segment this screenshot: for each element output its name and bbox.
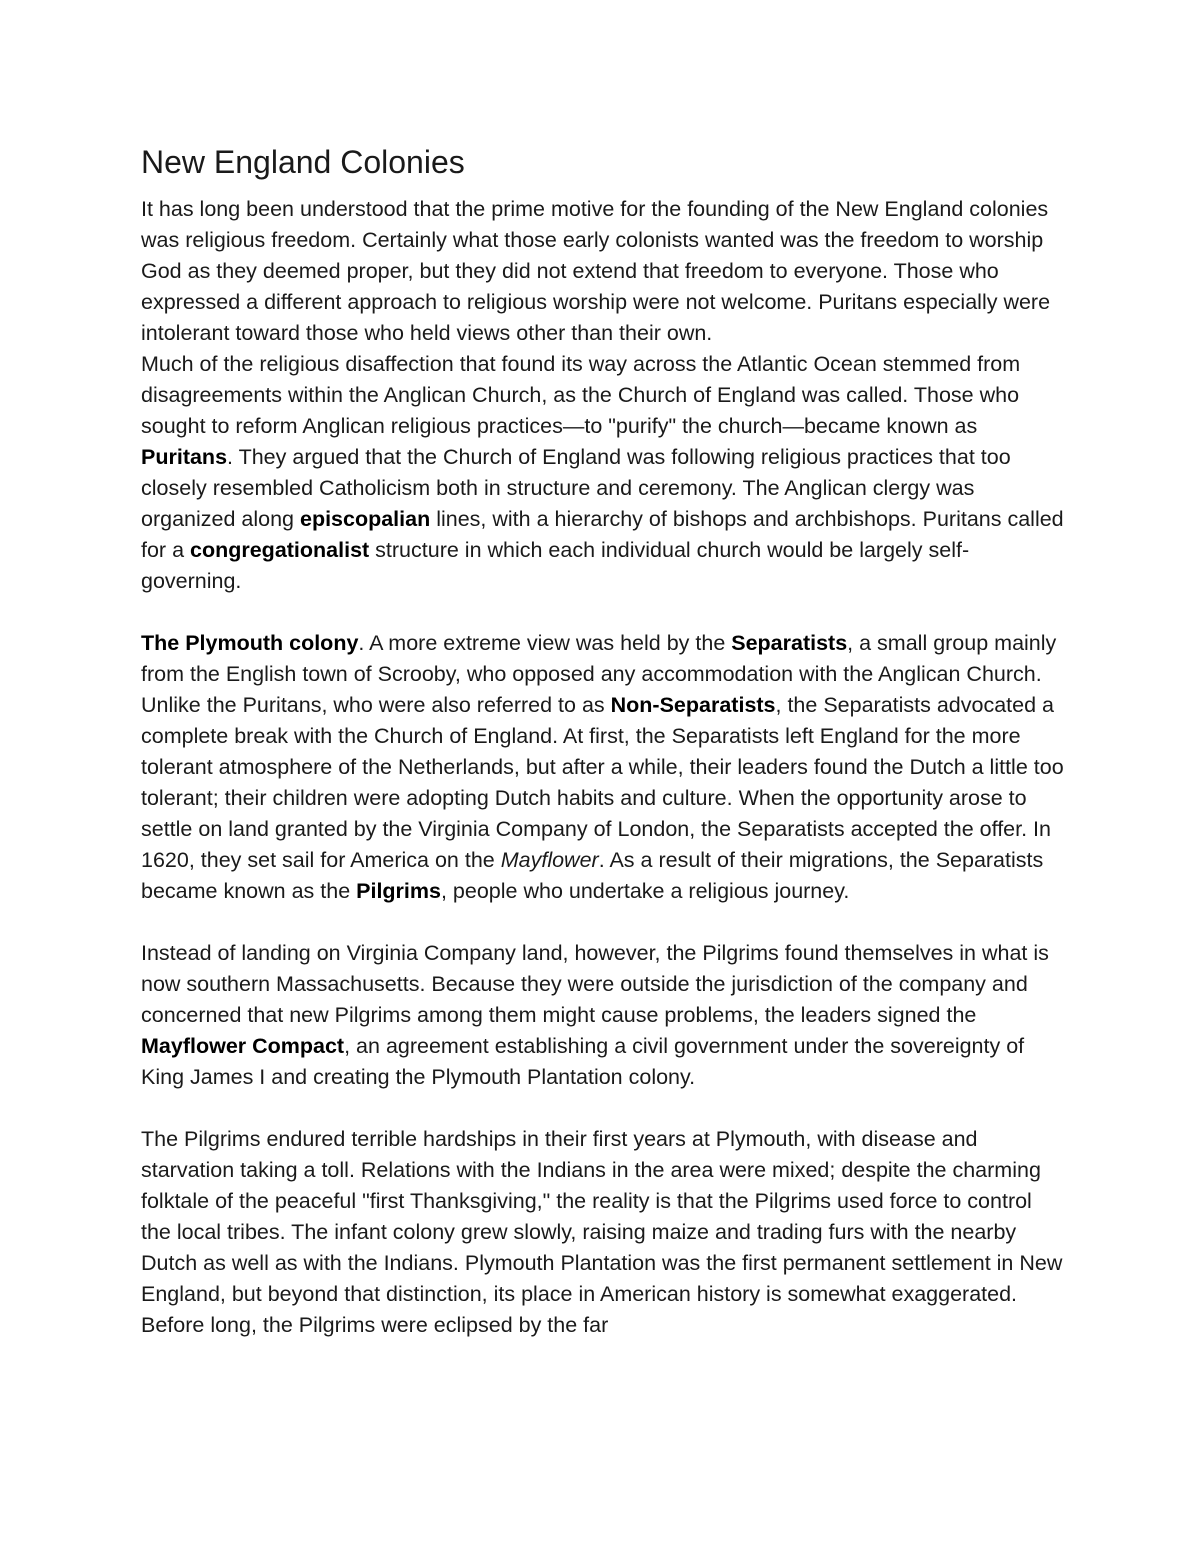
document-body [141,194,1066,1341]
paragraph [141,628,1066,907]
paragraph-spacer [141,1093,1066,1124]
bold-term: Pilgrims [356,879,441,903]
paragraph [141,1124,1066,1341]
text-run: Much of the religious disaffection that found its way across the Atlantic Ocean stemmed from disagreements within the Anglican Church, as the Church of England was called. Those who sought to reform Anglican religious practices—to "purify" the church—became known as [141,352,1021,438]
italic-term: Mayflower [500,848,599,872]
text-run: . As a result of their migrations, the Separatists became known as the [141,848,1044,903]
bold-term: Mayflower Compact [141,1034,345,1058]
text-run: . A more extreme view was held by the [358,631,732,655]
paragraph-spacer [141,597,1066,628]
paragraph [141,194,1066,349]
bold-term: The Plymouth colony [141,631,359,655]
bold-term: Non-Separatists [610,693,776,717]
text-run: lines, with a hierarchy of bishops and archbishops. Puritans called for a [141,507,1064,562]
paragraph-spacer [141,907,1066,938]
bold-term: Puritans [141,445,228,469]
bold-term: Separatists [731,631,848,655]
text-run: . They argued that the Church of England was following religious practices that too closely resembled Catholicism both in structure and ceremony. The Anglican clergy was organized along [141,445,1011,531]
text-run: The Pilgrims endured terrible hardships in their first years at Plymouth, with disease and starvation taking a toll. Relations with the Indians in the area were mixed; despite the charming folktale of the peaceful "first Thanksgiving," the reality is that the Pilgrims used force to control the local tribes. The infant colony grew slowly, raising maize and trading furs with the nearby Dutch as well as with the Indians. Plymouth Plantation was the first permanent settlement in New England, but beyond that distinction, its place in American history is somewhat exaggerated. Before long, the Pilgrims were eclipsed by the far [141,1127,1063,1337]
text-run: structure in which each individual church would be largely self-governing. [141,538,970,593]
document-title: New England Colonies [141,144,465,180]
paragraph [141,938,1066,1093]
paragraph [141,349,1066,597]
text-run: , the Separatists advocated a complete break with the Church of England. At first, the Separatists left England for the more tolerant atmosphere of the Netherlands, but after a while, their leaders found the Dutch a little too tolerant; their children were adopting Dutch habits and culture. When the opportunity arose to settle on land granted by the Virginia Company of London, the Separatists accepted the offer. In 1620, they set sail for America on the [141,693,1064,872]
text-run: , people who undertake a religious journey. [440,879,850,903]
bold-term: congregationalist [190,538,370,562]
document-page [141,142,1066,1341]
text-run: , an agreement establishing a civil government under the sovereignty of King James I and creating the Plymouth Plantation colony. [141,1034,1025,1089]
text-run: , a small group mainly from the English town of Scrooby, who opposed any accommodation with the Anglican Church. Unlike the Puritans, who were also referred to as [141,631,1057,717]
bold-term: episcopalian [299,507,431,531]
text-run: Instead of landing on Virginia Company land, however, the Pilgrims found themselves in what is now southern Massachusetts. Because they were outside the jurisdiction of the company and concerned that new Pilgrims among them might cause problems, the leaders signed the [141,941,1049,1027]
text-run: It has long been understood that the prime motive for the founding of the New England colonies was religious freedom. Certainly what those early colonists wanted was the freedom to worship God as they deemed proper, but they did not extend that freedom to everyone. Those who expressed a different approach to religious worship were not welcome. Puritans especially were intolerant toward those who held views other than their own. [141,197,1051,345]
